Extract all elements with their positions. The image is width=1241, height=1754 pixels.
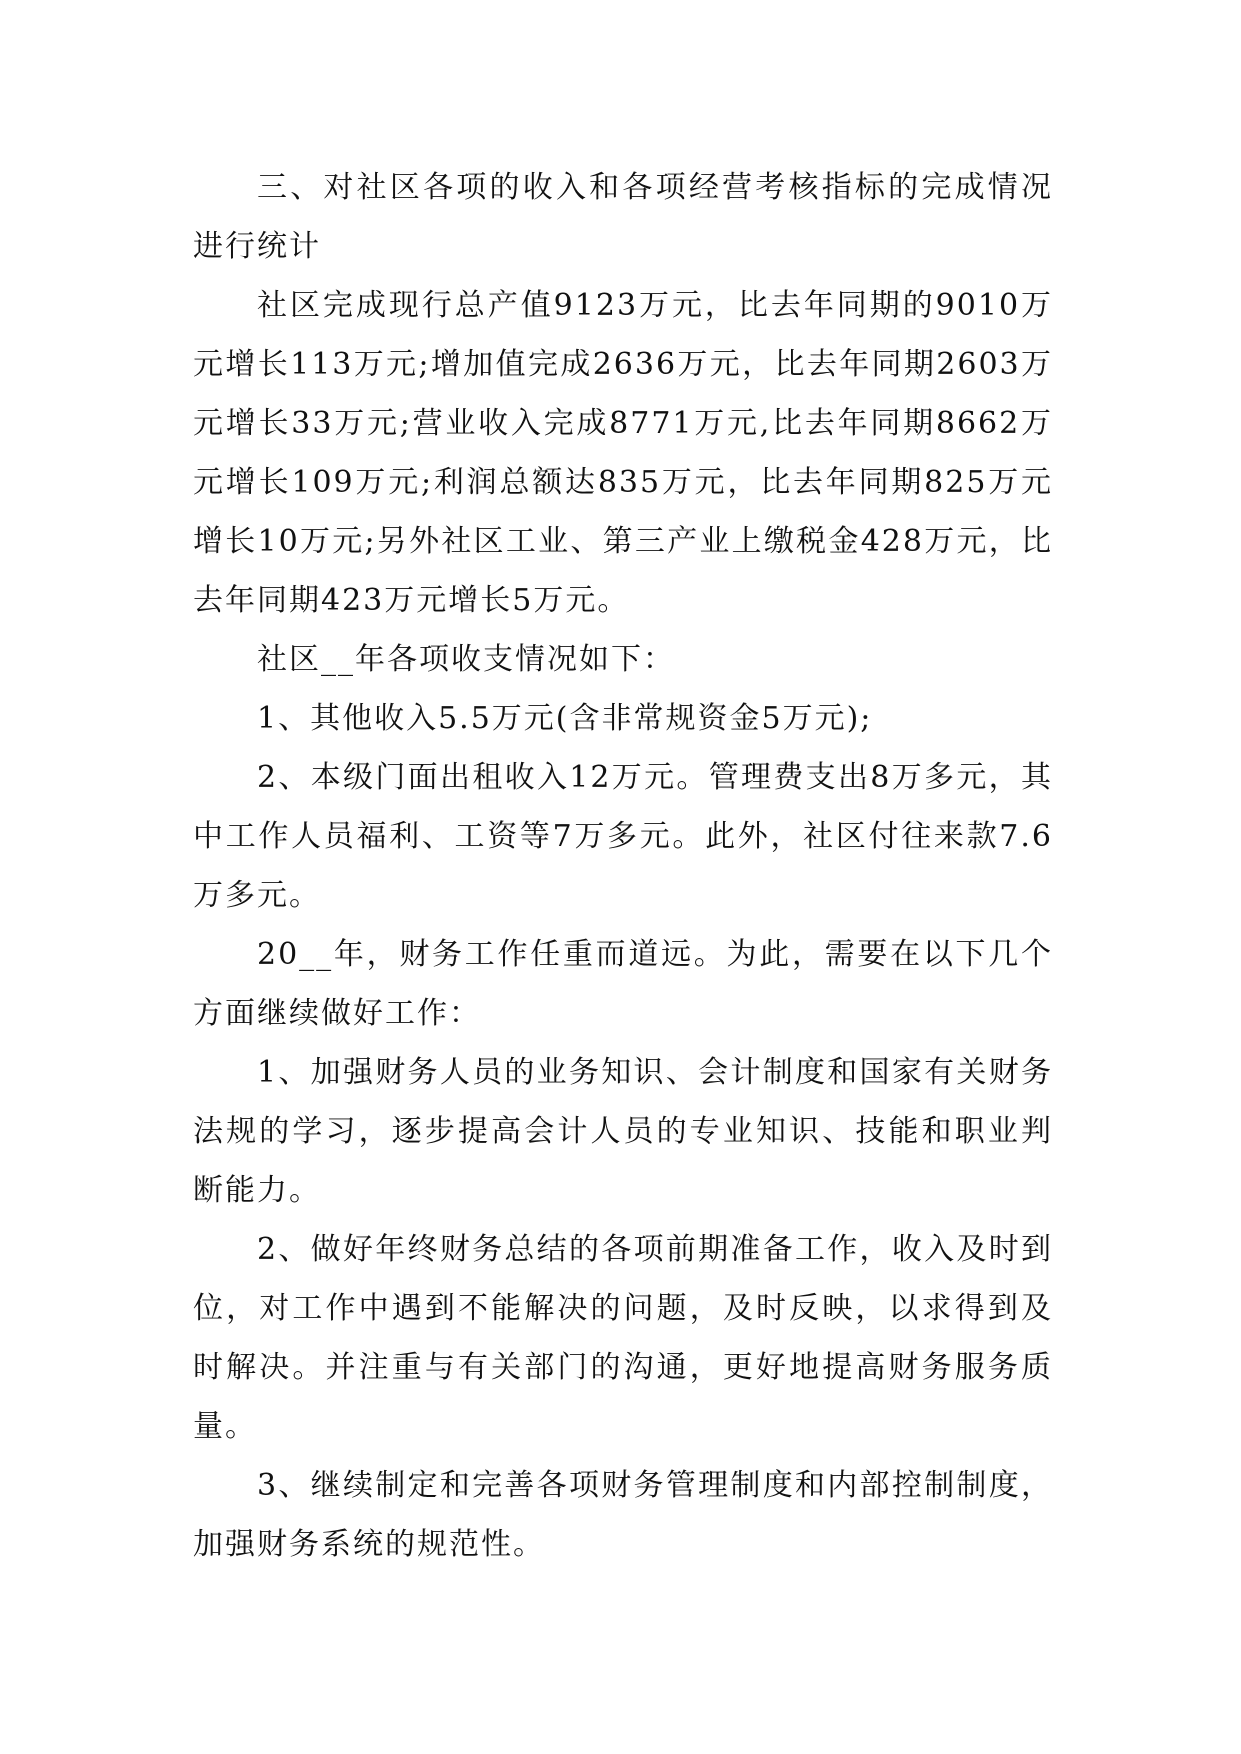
section-heading: 三、对社区各项的收入和各项经营考核指标的完成情况进行统计 (193, 170, 1053, 264)
list-item-rental-income: 2、本级门面出租收入12万元。管理费支出8万多元，其中工作人员福利、工资等7万多元。此外，社区付往来款7.6万多元。 (193, 760, 1053, 913)
paragraph-next-year: 20__年，财务工作任重而道远。为此，需要在以下几个方面继续做好工作： (193, 937, 1053, 1031)
list-item-preparation: 2、做好年终财务总结的各项前期准备工作，收入及时到位，对工作中遇到不能解决的问题，及时反映，以求得到及时解决。并注重与有关部门的沟通，更好地提高财务服务质量。 (193, 1232, 1053, 1444)
paragraph-income-intro: 社区__年各项收支情况如下： (257, 642, 675, 677)
paragraph-statistics: 社区完成现行总产值9123万元，比去年同期的9010万元增长113万元;增加值完成2636万元，比去年同期2603万元增长33万元;营业收入完成8771万元,比去年同期8662万元增长109万元;利润总额达835万元，比去年同期825万元增长10万元;另外社区工业、第三产业上缴税金428万元，比去年同期423万元增长5万元。 (193, 288, 1053, 618)
list-item-other-income: 1、其他收入5.5万元(含非常规资金5万元); (257, 701, 873, 736)
list-item-regulations: 3、继续制定和完善各项财务管理制度和内部控制制度，加强财务系统的规范性。 (193, 1468, 1053, 1562)
document-body (193, 158, 1053, 1574)
list-item-training: 1、加强财务人员的业务知识、会计制度和国家有关财务法规的学习，逐步提高会计人员的专业知识、技能和职业判断能力。 (193, 1055, 1053, 1208)
